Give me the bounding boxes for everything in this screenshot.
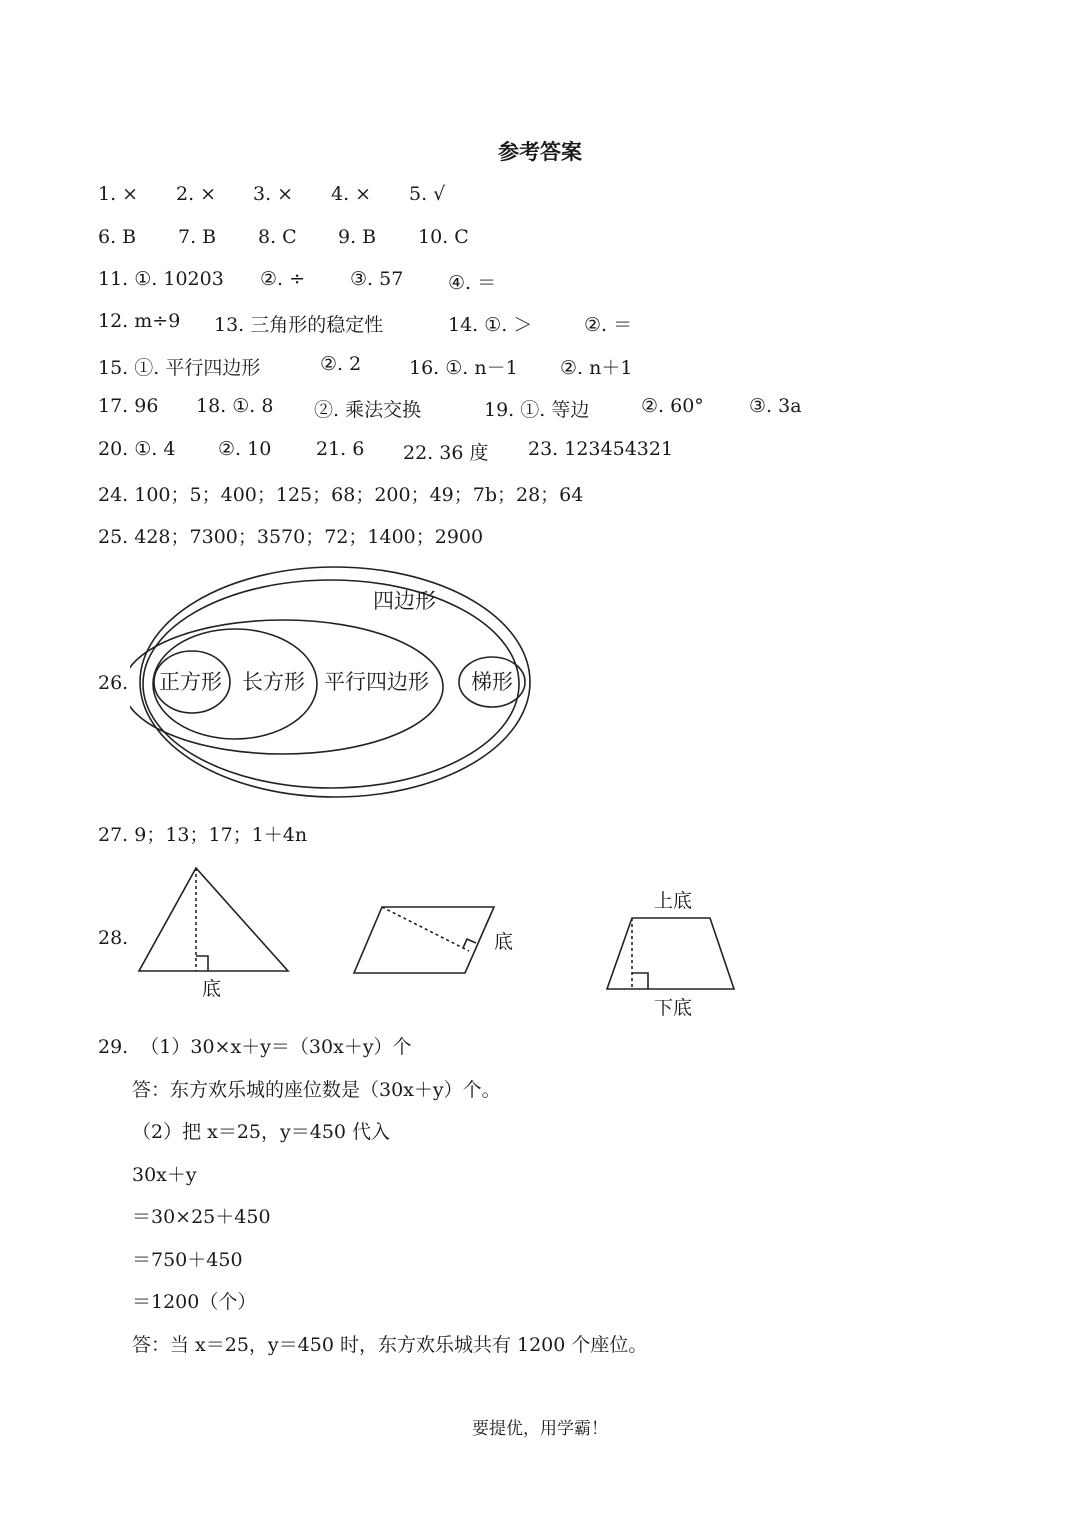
answer-6: 6. B — [98, 226, 137, 248]
answer-20-1: 20. ①. 4 — [98, 438, 176, 460]
answer-16-1: 16. ①. n－1 — [409, 357, 518, 379]
page-footer: 要提优，用学霸！ — [472, 1419, 608, 1439]
answer-5: 5. √ — [409, 183, 446, 205]
answer-11-4: ④. ＝ — [448, 272, 497, 294]
q28-number: 28. — [98, 927, 129, 949]
q29-line-5: ＝30×25＋450 — [132, 1206, 271, 1228]
answer-1: 1. × — [98, 183, 139, 205]
q29-line-6: ＝750＋450 — [132, 1249, 243, 1271]
answer-24: 24. 100；5；400；125；68；200；49；7b；28；64 — [98, 484, 584, 506]
triangle-base-label: 底 — [202, 978, 222, 1000]
parallelogram-height — [382, 907, 469, 951]
parallelogram-right-angle — [463, 939, 476, 948]
page-title: 参考答案 — [498, 139, 582, 164]
answer-8: 8. C — [258, 226, 297, 248]
answer-11-2: ②. ÷ — [260, 268, 306, 290]
parallelogram-base-label: 底 — [494, 931, 514, 953]
quadrilateral-venn-diagram — [130, 560, 540, 805]
answer-23: 23. 123454321 — [528, 438, 674, 460]
answer-18-2: ②. 乘法交换 — [314, 399, 422, 421]
answer-20-2: ②. 10 — [218, 438, 272, 460]
answer-4: 4. × — [331, 183, 372, 205]
answer-19-1: 19. ①. 等边 — [484, 399, 590, 421]
answer-22: 22. 36 度 — [403, 442, 489, 464]
label-parallelogram: 平行四边形 — [324, 670, 429, 694]
label-quadrilateral: 四边形 — [373, 589, 436, 613]
triangle-right-angle — [196, 956, 208, 971]
trapezoid-right-angle — [632, 973, 648, 989]
answer-15-2: ②. 2 — [320, 353, 362, 375]
q29-line-2: 答：东方欢乐城的座位数是（30x＋y）个。 — [132, 1079, 501, 1101]
q26-number: 26. — [98, 672, 129, 694]
q29-line-1: 29. （1）30×x＋y＝（30x＋y）个 — [98, 1036, 412, 1058]
answer-18-1: 18. ①. 8 — [196, 395, 274, 417]
answer-11-1: 11. ①. 10203 — [98, 268, 224, 290]
answer-14-1: 14. ①. ＞ — [448, 314, 533, 336]
label-square: 正方形 — [159, 670, 222, 694]
answer-15-1: 15. ①. 平行四边形 — [98, 357, 261, 379]
answer-9: 9. B — [338, 226, 377, 248]
answer-14-2: ②. ＝ — [584, 314, 633, 336]
label-trapezoid: 梯形 — [471, 670, 513, 694]
answer-21: 21. 6 — [316, 438, 365, 460]
q29-line-4: 30x＋y — [132, 1164, 197, 1186]
answer-2: 2. × — [176, 183, 217, 205]
trapezoid-bottom-label: 下底 — [654, 997, 693, 1019]
answer-10: 10. C — [418, 226, 469, 248]
answer-11-3: ③. 57 — [350, 268, 404, 290]
triangle-shape — [139, 868, 288, 971]
answer-25: 25. 428；7300；3570；72；1400；2900 — [98, 526, 484, 548]
answer-7: 7. B — [178, 226, 217, 248]
answer-13: 13. 三角形的稳定性 — [214, 314, 384, 336]
height-drawings — [130, 860, 750, 1025]
label-rectangle: 长方形 — [242, 670, 305, 694]
parallelogram-shape — [354, 907, 494, 973]
trapezoid-shape — [607, 918, 734, 989]
q29-line-8: 答：当 x＝25，y＝450 时，东方欢乐城共有 1200 个座位。 — [132, 1334, 648, 1356]
q29-line-7: ＝1200（个） — [132, 1291, 257, 1313]
q29-line-3: （2）把 x＝25，y＝450 代入 — [132, 1121, 391, 1143]
answer-12: 12. m÷9 — [98, 310, 181, 332]
answer-16-2: ②. n＋1 — [560, 357, 633, 379]
answer-17: 17. 96 — [98, 395, 159, 417]
trapezoid-top-label: 上底 — [654, 890, 693, 912]
answer-27: 27. 9；13；17；1＋4n — [98, 824, 308, 846]
answer-19-2: ②. 60° — [641, 395, 704, 417]
answer-19-3: ③. 3a — [749, 395, 802, 417]
answer-3: 3. × — [253, 183, 294, 205]
